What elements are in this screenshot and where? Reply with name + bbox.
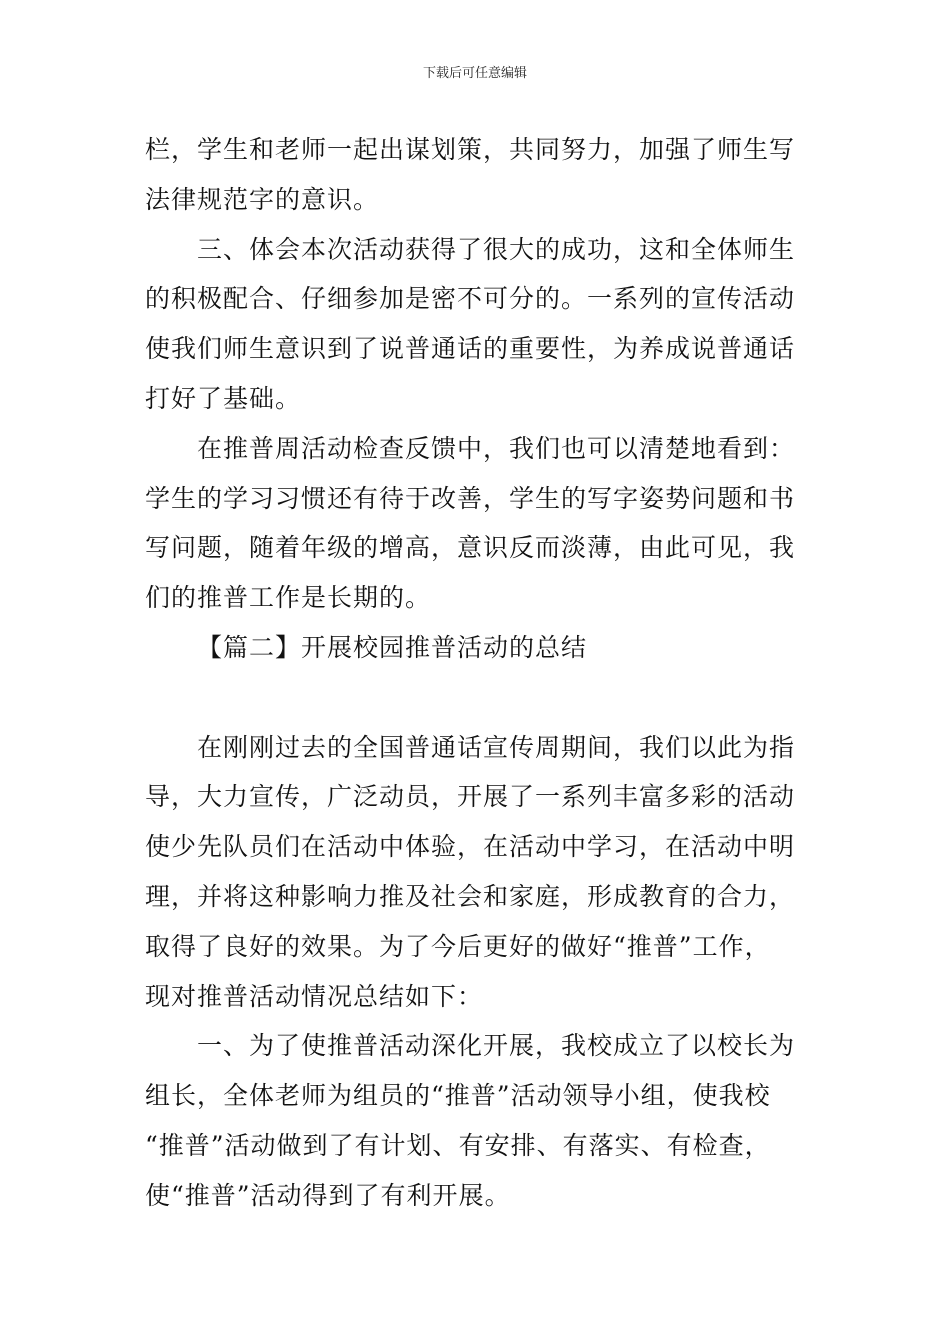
text-line: 三、体会本次活动获得了很大的成功，这和全体师生 bbox=[197, 234, 796, 264]
blank-line bbox=[145, 673, 807, 723]
text-line: 使“推普”活动得到了有利开展。 bbox=[145, 1180, 511, 1210]
text-line: 理，并将这种影响力推及社会和家庭，形成教育的合力， bbox=[145, 881, 796, 911]
text-line: 的积极配合、仔细参加是密不可分的。一系列的宣传活动 bbox=[145, 284, 796, 314]
text-line: 在刚刚过去的全国普通话宣传周期间，我们以此为指 bbox=[197, 732, 796, 762]
text-line: “推普”活动做到了有计划、有安排、有落实、有检查， bbox=[145, 1130, 771, 1160]
text-line: 一、为了使推普活动深化开展，我校成立了以校长为 bbox=[197, 1031, 796, 1061]
paragraph-section-one bbox=[145, 1021, 807, 1220]
section-heading bbox=[145, 623, 807, 673]
text-line: 使少先队员们在活动中体验，在活动中学习，在活动中明 bbox=[145, 832, 796, 862]
text-line: 写问题，随着年级的增高，意识反而淡薄，由此可见，我 bbox=[145, 533, 796, 563]
heading-text: 【篇二】开展校园推普活动的总结 bbox=[197, 632, 588, 662]
paragraph-feedback bbox=[145, 424, 807, 623]
document-body bbox=[145, 125, 807, 1221]
text-line: 现对推普活动情况总结如下： bbox=[145, 981, 484, 1011]
text-line: 取得了良好的效果。为了今后更好的做好“推普”工作， bbox=[145, 931, 771, 961]
text-line: 使我们师生意识到了说普通话的重要性，为养成说普通话 bbox=[145, 334, 796, 364]
text-line: 学生的学习习惯还有待于改善，学生的写字姿势问题和书 bbox=[145, 483, 796, 513]
text-line: 栏，学生和老师一起出谋划策，共同努力，加强了师生写 bbox=[145, 135, 796, 164]
text-line: 们的推普工作是长期的。 bbox=[145, 583, 432, 613]
text-line: 导，大力宣传，广泛动员，开展了一系列丰富多彩的活动 bbox=[145, 782, 796, 812]
paragraph-intro bbox=[145, 723, 807, 1022]
text-line: 法律规范字的意识。 bbox=[145, 184, 380, 214]
text-line: 打好了基础。 bbox=[145, 383, 302, 413]
page-header: 下载后可任意编辑 bbox=[422, 66, 527, 81]
text-line: 组长，全体老师为组员的“推普”活动领导小组，使我校 bbox=[145, 1081, 771, 1111]
paragraph-continuation bbox=[145, 125, 807, 225]
paragraph-section-three bbox=[145, 225, 807, 424]
text-line: 在推普周活动检查反馈中，我们也可以清楚地看到： bbox=[197, 433, 796, 463]
